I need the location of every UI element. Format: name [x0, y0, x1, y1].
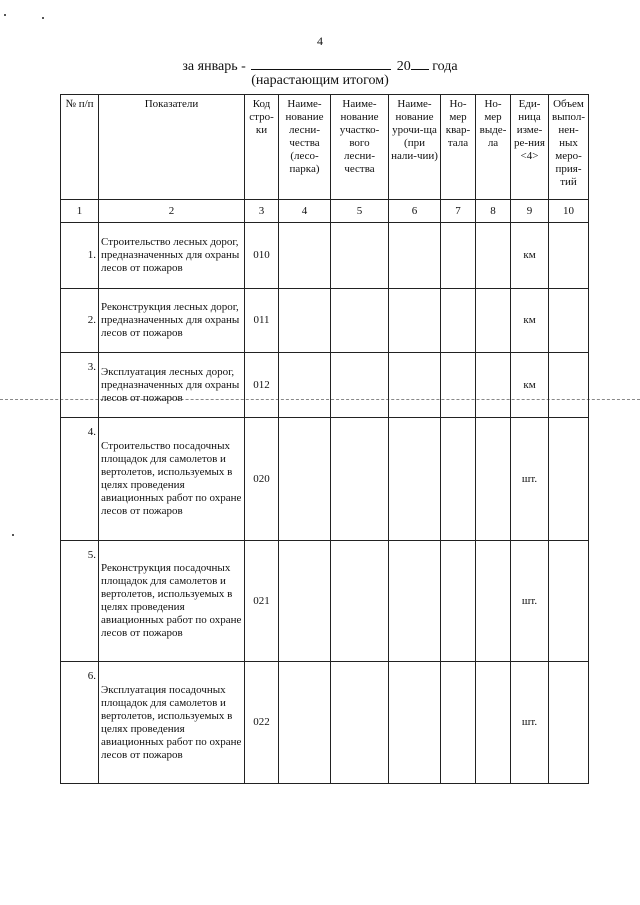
indicator-name: Реконструкция посадочных площадок для самолетов и вертолетов, используемых в целях проведения авиационных работ по охране лесов от пожаров [99, 541, 245, 662]
measures-table [60, 94, 589, 784]
district-forestry-cell [331, 353, 389, 418]
row-number: 2. [61, 289, 99, 353]
indicator-name: Реконструкция лесных дорог, предназначенных для охраны лесов от пожаров [99, 289, 245, 353]
unit-cell: км [511, 223, 549, 289]
row-number: 1. [61, 223, 99, 289]
header-cell: Код стро-ки [245, 95, 279, 200]
row-code: 021 [245, 541, 279, 662]
allotment-cell [476, 541, 511, 662]
period-prefix: за январь - [182, 59, 246, 74]
quarter-cell [441, 418, 476, 541]
unit-cell: шт. [511, 541, 549, 662]
column-number: 10 [549, 200, 589, 223]
district-forestry-cell [331, 418, 389, 541]
volume-cell [549, 289, 589, 353]
column-number: 3 [245, 200, 279, 223]
tract-cell [389, 223, 441, 289]
volume-cell [549, 418, 589, 541]
column-number: 5 [331, 200, 389, 223]
period-date-blank [251, 56, 391, 70]
table-row [61, 353, 589, 418]
year-suffix: года [432, 59, 458, 74]
allotment-cell [476, 353, 511, 418]
tract-cell [389, 662, 441, 784]
row-code: 011 [245, 289, 279, 353]
district-forestry-cell [331, 662, 389, 784]
allotment-cell [476, 662, 511, 784]
row-code: 012 [245, 353, 279, 418]
header-cell: Наиме-нование участко-вого лесни-чества [331, 95, 389, 200]
scan-speck [12, 534, 14, 536]
forestry-cell [279, 289, 331, 353]
allotment-cell [476, 223, 511, 289]
column-number: 4 [279, 200, 331, 223]
quarter-cell [441, 223, 476, 289]
unit-cell: шт. [511, 662, 549, 784]
district-forestry-cell [331, 223, 389, 289]
header-cell: № п/п [61, 95, 99, 200]
table-row [61, 223, 589, 289]
table-row [61, 289, 589, 353]
quarter-cell [441, 289, 476, 353]
row-code: 010 [245, 223, 279, 289]
forestry-cell [279, 353, 331, 418]
tract-cell [389, 418, 441, 541]
column-number: 8 [476, 200, 511, 223]
header-cell: Показатели [99, 95, 245, 200]
unit-cell: км [511, 353, 549, 418]
district-forestry-cell [331, 289, 389, 353]
row-number: 6. [61, 662, 99, 784]
quarter-cell [441, 541, 476, 662]
tract-cell [389, 289, 441, 353]
table-row [61, 662, 589, 784]
indicator-name: Строительство посадочных площадок для самолетов и вертолетов, используемых в целях проведения авиационных работ по охране лесов от пожаров [99, 418, 245, 541]
district-forestry-cell [331, 541, 389, 662]
period-subtitle: (нарастающим итогом) [251, 73, 389, 88]
forestry-cell [279, 418, 331, 541]
column-number: 1 [61, 200, 99, 223]
indicator-name: Эксплуатация посадочных площадок для самолетов и вертолетов, используемых в целях проведения авиационных работ по охране лесов от пожаров [99, 662, 245, 784]
volume-cell [549, 541, 589, 662]
unit-cell: км [511, 289, 549, 353]
quarter-cell [441, 662, 476, 784]
forestry-cell [279, 223, 331, 289]
volume-cell [549, 353, 589, 418]
allotment-cell [476, 289, 511, 353]
column-number: 6 [389, 200, 441, 223]
row-code: 022 [245, 662, 279, 784]
indicator-name: Эксплуатация лесных дорог, предназначенных для охраны лесов от пожаров [99, 353, 245, 418]
volume-cell [549, 223, 589, 289]
forestry-cell [279, 662, 331, 784]
table-row [61, 418, 589, 541]
column-number: 2 [99, 200, 245, 223]
volume-cell [549, 662, 589, 784]
page-number: 4 [317, 34, 323, 48]
header-cell: Наиме-нование лесни-чества (лесо-парка) [279, 95, 331, 200]
forestry-cell [279, 541, 331, 662]
scan-speck [42, 17, 44, 19]
unit-cell: шт. [511, 418, 549, 541]
header-cell: Объем выпол-нен-ных меро-прия-тий [549, 95, 589, 200]
quarter-cell [441, 353, 476, 418]
table-header-row [61, 95, 589, 200]
year-blank [411, 56, 429, 70]
header-cell: Еди-ница изме-ре-ния <4> [511, 95, 549, 200]
header-cell: Но-мер выде-ла [476, 95, 511, 200]
tract-cell [389, 353, 441, 418]
allotment-cell [476, 418, 511, 541]
column-number: 7 [441, 200, 476, 223]
indicator-name: Строительство лесных дорог, предназначенных для охраны лесов от пожаров [99, 223, 245, 289]
table-row [61, 541, 589, 662]
tract-cell [389, 541, 441, 662]
row-number: 3. [61, 353, 99, 418]
row-code: 020 [245, 418, 279, 541]
row-number: 5. [61, 541, 99, 662]
row-number: 4. [61, 418, 99, 541]
column-number-row [61, 200, 589, 223]
year-prefix: 20 [396, 59, 411, 74]
scan-speck [4, 14, 6, 16]
header-cell: Но-мер квар-тала [441, 95, 476, 200]
column-number: 9 [511, 200, 549, 223]
header-cell: Наиме-нование урочи-ща (при нали-чии) [389, 95, 441, 200]
